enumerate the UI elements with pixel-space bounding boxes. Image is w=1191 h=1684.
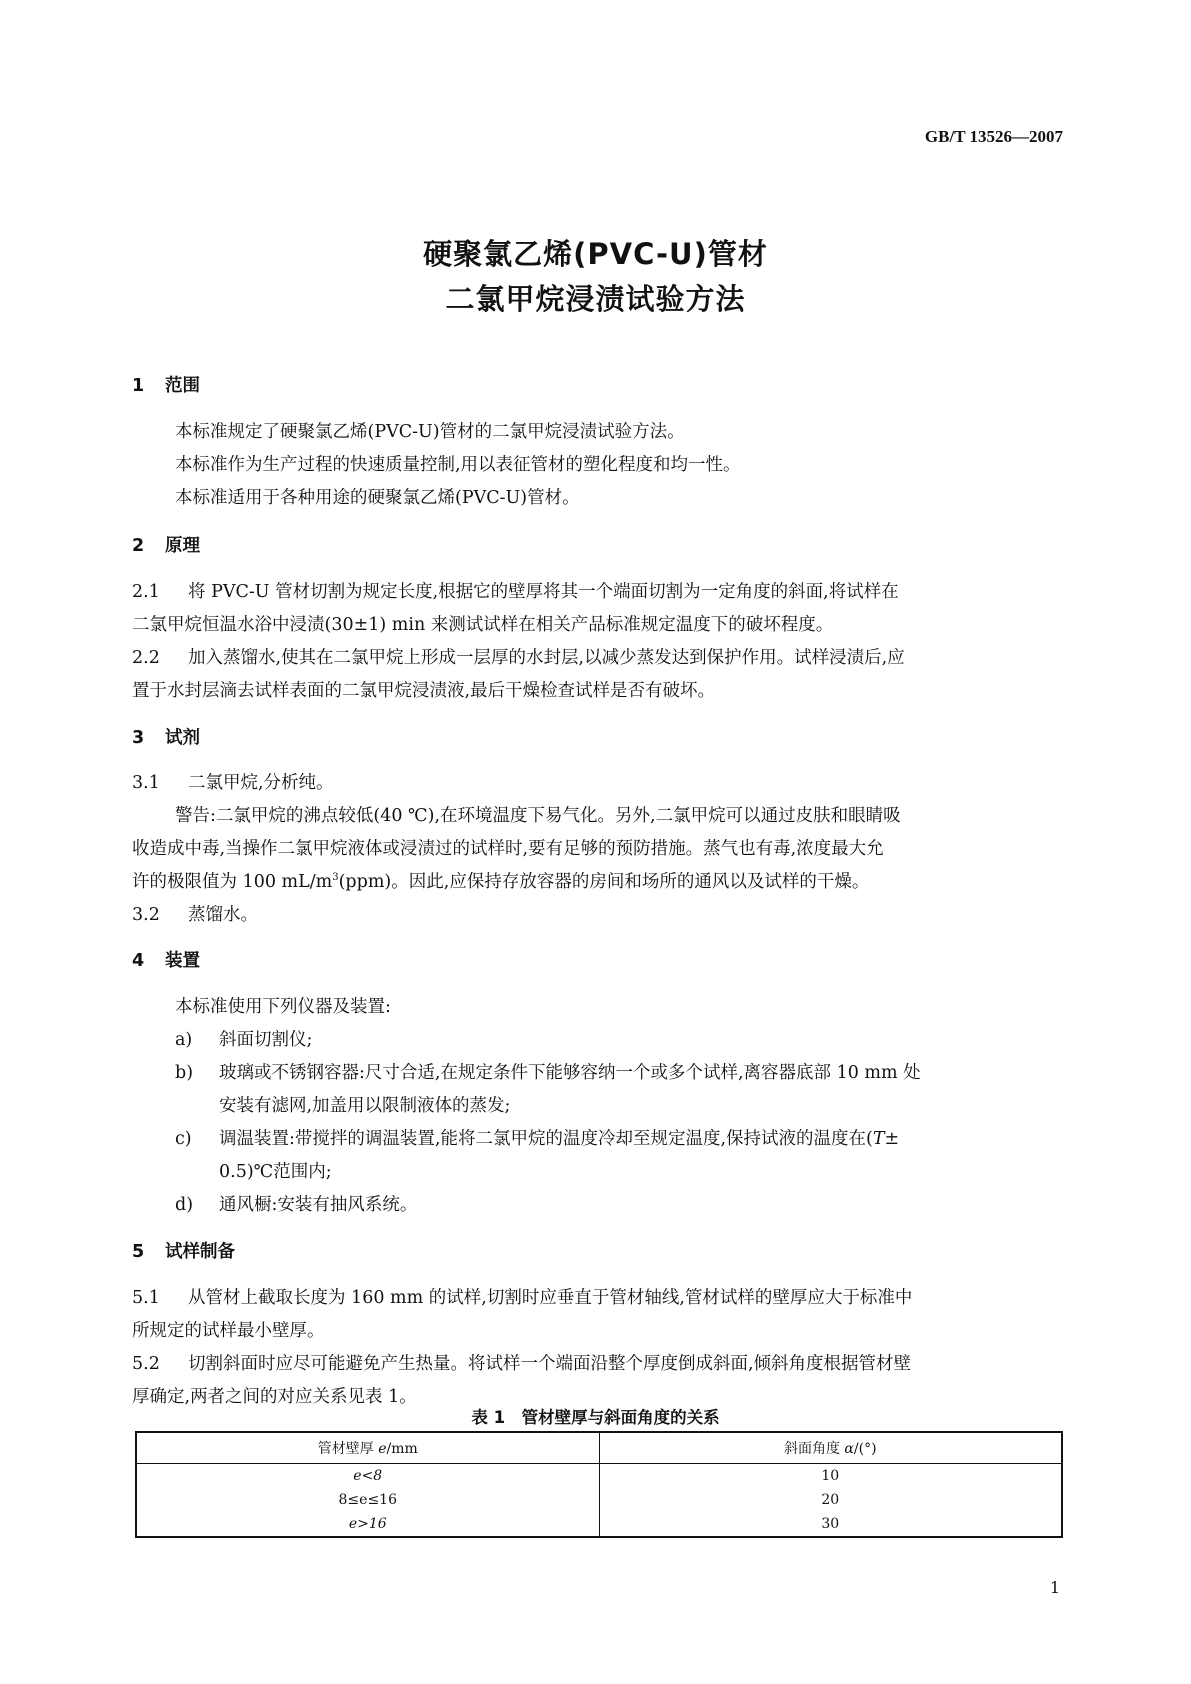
section-5-heading: 5 试样制备 — [132, 1242, 235, 1262]
list-item-b-cont: 安装有滤网,加盖用以限制液体的蒸发; — [219, 1096, 511, 1116]
section-2-heading: 2 原理 — [132, 536, 200, 556]
table-row — [136, 1488, 1062, 1512]
section-4-heading: 4 装置 — [132, 951, 200, 971]
table-cell: 20 — [599, 1488, 1062, 1512]
clause-2-2-cont: 置于水封层滴去试样表面的二氯甲烷浸渍液,最后干燥检查试样是否有破坏。 — [132, 681, 716, 701]
list-item-a: a) 斜面切割仪; — [175, 1030, 313, 1050]
clause-3-1: 3.1 二氯甲烷,分析纯。 — [132, 773, 334, 793]
list-item-d: d) 通风橱:安装有抽风系统。 — [175, 1195, 418, 1215]
table-header-row — [136, 1432, 1062, 1464]
table-cell: e>16 — [136, 1512, 599, 1537]
clause-2-1-cont: 二氯甲烷恒温水浴中浸渍(30±1) min 来测试试样在相关产品标准规定温度下的破坏程度。 — [132, 615, 834, 635]
paragraph: 本标准规定了硬聚氯乙烯(PVC-U)管材的二氯甲烷浸渍试验方法。 — [175, 422, 685, 442]
page-number: 1 — [1049, 1578, 1060, 1597]
warning-line-2: 收造成中毒,当操作二氯甲烷液体或浸渍过的试样时,要有足够的预防措施。蒸气也有毒,浓度最大允 — [132, 839, 884, 859]
clause-5-1: 5.1 从管材上截取长度为 160 mm 的试样,切割时应垂直于管材轴线,管材试样的壁厚应大于标准中 — [132, 1288, 913, 1308]
warning-line-3: 许的极限值为 100 $mL/m^3(ppm)$。因此,应保持存放容器的房间和场所的通风以及试样的干燥。 — [132, 872, 870, 892]
table-cell: 8≤e≤16 — [136, 1488, 599, 1512]
list-item-c-cont: 0.5)℃范围内; — [219, 1162, 332, 1182]
table-cell: 10 — [599, 1464, 1062, 1489]
table-caption: 表 1 管材壁厚与斜面角度的关系 — [471, 1408, 720, 1427]
table-cell: e<8 — [136, 1464, 599, 1489]
table-row — [136, 1512, 1062, 1537]
table-cell: 30 — [599, 1512, 1062, 1537]
paragraph: 本标准作为生产过程的快速质量控制,用以表征管材的塑化程度和均一性。 — [175, 455, 741, 475]
title-line-2: 二氯甲烷浸渍试验方法 — [445, 282, 746, 316]
column-header-angle: 斜面角度 α/(°) — [599, 1432, 1062, 1464]
warning-line-1: 警告:二氯甲烷的沸点较低(40 ℃),在环境温度下易气化。另外,二氯甲烷可以通过皮肤和眼睛吸 — [175, 806, 901, 826]
clause-5-2: 5.2 切割斜面时应尽可能避免产生热量。将试样一个端面沿整个厚度倒成斜面,倾斜角度根据管材壁 — [132, 1354, 912, 1374]
clause-2-2: 2.2 加入蒸馏水,使其在二氯甲烷上形成一层厚的水封层,以减少蒸发达到保护作用。试样浸渍后,应 — [132, 648, 905, 668]
clause-5-2-cont: 厚确定,两者之间的对应关系见表 1。 — [132, 1387, 417, 1407]
paragraph: 本标准使用下列仪器及装置: — [175, 997, 391, 1017]
table-row — [136, 1464, 1062, 1489]
thickness-angle-table — [135, 1431, 1063, 1538]
clause-3-2: 3.2 蒸馏水。 — [132, 905, 258, 925]
section-1-heading: 1 范围 — [132, 376, 200, 396]
column-header-thickness: 管材壁厚 e/mm — [136, 1432, 599, 1464]
clause-5-1-cont: 所规定的试样最小壁厚。 — [132, 1321, 325, 1341]
standard-number: GB/T 13526—2007 — [924, 127, 1063, 146]
clause-2-1: 2.1 将 PVC-U 管材切割为规定长度,根据它的壁厚将其一个端面切割为一定角度的斜面,将试样在 — [132, 582, 899, 602]
list-item-c: c) 调温装置:带搅拌的调温装置,能将二氯甲烷的温度冷却至规定温度,保持试液的温度在(T± — [175, 1129, 900, 1149]
title-line-1: 硬聚氯乙烯(PVC-U)管材 — [423, 237, 768, 271]
section-3-heading: 3 试剂 — [132, 728, 200, 748]
list-item-b: b) 玻璃或不锈钢容器:尺寸合适,在规定条件下能够容纳一个或多个试样,离容器底部 10 mm 处 — [175, 1063, 921, 1083]
paragraph: 本标准适用于各种用途的硬聚氯乙烯(PVC-U)管材。 — [175, 488, 580, 508]
